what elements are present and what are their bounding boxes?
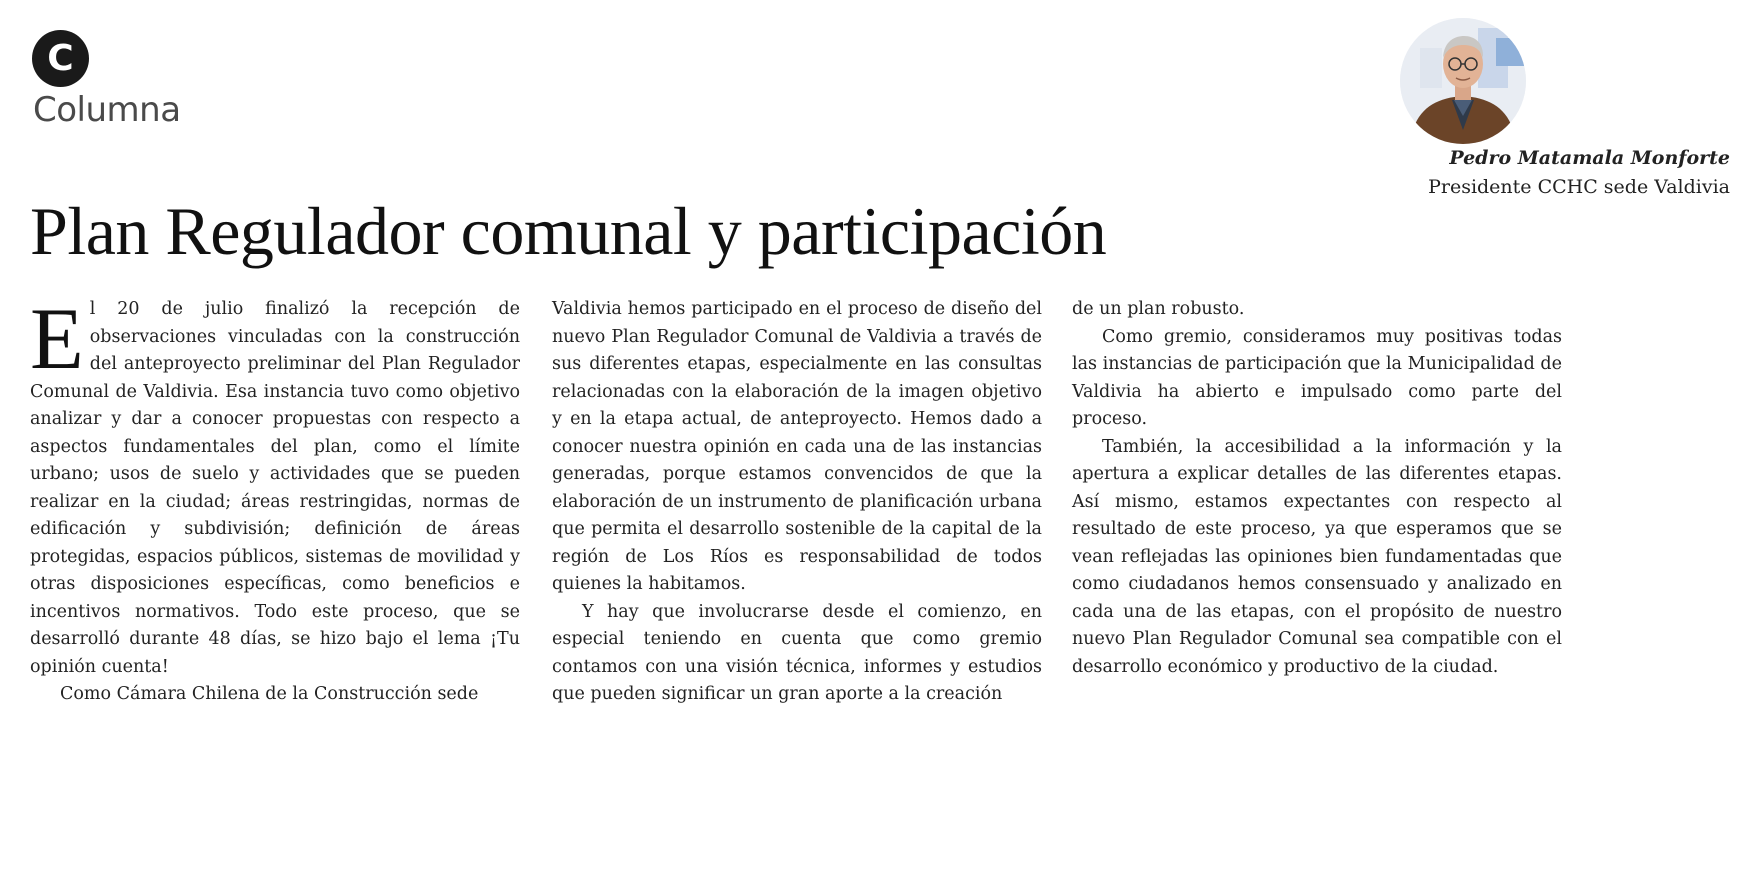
author-name: Pedro Matamala Monforte [1449, 147, 1730, 169]
section-initial: C [47, 38, 74, 79]
author-role: Presidente CCHC sede Valdivia [1428, 176, 1730, 198]
section-badge [32, 30, 89, 87]
paragraph: Como Cámara Chilena de la Construcción sede [60, 684, 479, 704]
paragraph: Valdivia hemos participado en el proceso de diseño del nuevo Plan Regulador Comunal de Valdivia a través de sus diferentes etapas, especialmente en las consultas relacionadas con la elaboración de la imagen objetivo y en la etapa actual, de anteproyecto. Hemos dado a conocer nuestra opinión en cada una de las instancias generadas, porque estamos convencidos de que la elaboración de un instrumento de planificación urbana que permita el desarrollo sostenible de la capital de la región de Los Ríos es responsabilidad de todos quienes la habitamos. [552, 299, 1042, 594]
article-column-2 [552, 296, 1042, 709]
article-column-3 [1072, 296, 1562, 681]
paragraph: También, la accesibilidad a la información y la apertura a explicar detalles de las diferentes etapas. Así mismo, estamos expectantes con respecto al resultado de este proceso, ya que esperamos que se vean reflejadas las opiniones bien fundamentadas que como ciudadanos hemos consensuado y analizado en cada una de las etapas, con el propósito de nuestro nuevo Plan Regulador Comunal sea compatible con el desarrollo económico y productivo de la ciudad. [1072, 436, 1562, 677]
author-photo [1400, 18, 1526, 144]
paragraph: Y hay que involucrarse desde el comienzo, en especial teniendo en cuenta que como gremio contamos con una visión técnica, informes y estudios que pueden significar un gran aporte a la creación [552, 601, 1042, 704]
paragraph-text: l 20 de julio finalizó la recepción de observaciones vinculadas con la construcción del anteproyecto preliminar del Plan Regulador Comunal de Valdivia. Esa instancia tuvo como objetivo analizar y dar a conocer propuestas con respecto a aspectos fundamentales del plan, como el límite urbano; usos de suelo y actividades que se pueden realizar en la ciudad; áreas restringidas, normas de edificación y subdivisión; definición de áreas protegidas, espacios públicos, sistemas de movilidad y otras disposiciones específicas, como beneficios e incentivos normativos. Todo este proceso, que se desarrolló durante 48 días, se hizo bajo el lema ¡Tu opinión cuenta! [30, 299, 520, 677]
paragraph: de un plan robusto. [1072, 299, 1245, 319]
author-portrait-image [1400, 18, 1526, 144]
headline: Plan Regulador comunal y participación [30, 193, 1107, 269]
section-name: Columna [33, 90, 181, 130]
paragraph: Como gremio, consideramos muy positivas todas las instancias de participación que la Municipalidad de Valdivia ha abierto e impulsado como parte del proceso. [1072, 326, 1562, 429]
drop-cap: E [30, 291, 84, 388]
paragraph [30, 291, 520, 681]
article-column-1 [30, 291, 520, 709]
